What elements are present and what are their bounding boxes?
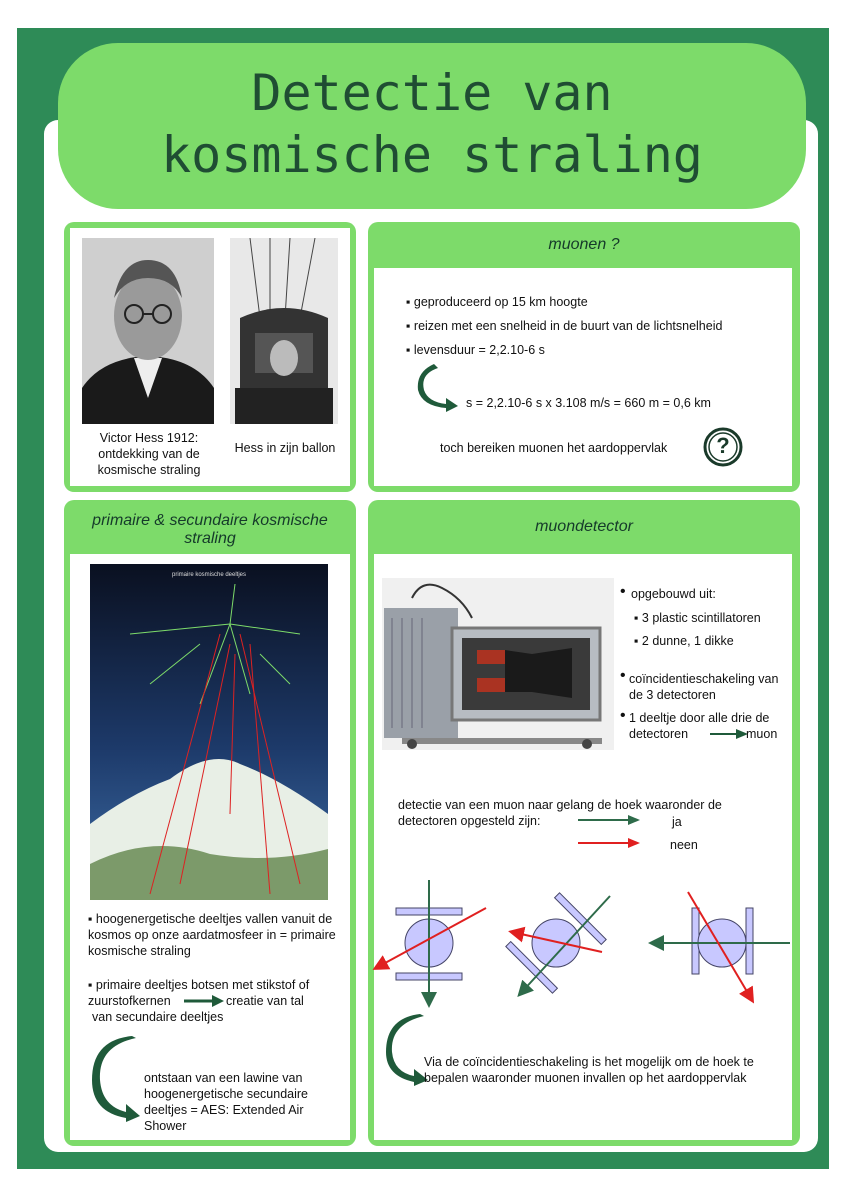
- muon-bullet-1: ▪ geproduceerd op 15 km hoogte: [406, 295, 588, 309]
- question-mark: ?: [716, 433, 730, 458]
- shower-bullet-2: ▪ primaire deeltjes botsen met stikstof of zuurstofkernen: [88, 978, 310, 1008]
- air-shower-diagram: [90, 564, 328, 900]
- detector-sub-2: ▪ 2 dunne, 1 dikke: [634, 634, 734, 648]
- title-line-1: Detectie van: [251, 64, 613, 122]
- shower-bullet-1: ▪ hoogenergetische deeltjes vallen vanuit de kosmos op onze aardatmosfeer in = primaire kosmische straling: [88, 912, 336, 958]
- arrow-right-icon: [710, 728, 748, 740]
- setup-diagonal: [506, 893, 606, 993]
- avalanche-text: ontstaan van een lawine van hoogenergetische secundaire deeltjes = AES: Extended Air Shower: [144, 1071, 309, 1133]
- shower-result: creatie van tal van secundaire deeltjes: [92, 994, 304, 1024]
- question-icon: [702, 426, 742, 466]
- curved-arrow-icon: [92, 1036, 142, 1122]
- detector-photo: [382, 578, 614, 750]
- muon-bullet-2: ▪ reizen met een snelheid in de buurt van de lichtsnelheid: [406, 319, 723, 333]
- bullet-dot: •: [620, 667, 626, 684]
- bullet-dot: •: [620, 707, 626, 724]
- yes-label: ja: [672, 815, 682, 829]
- victor-hess-photo: [82, 238, 214, 424]
- hess-balloon-photo: [230, 238, 338, 424]
- curved-arrow-icon: [416, 364, 460, 412]
- muon-bullet-3: ▪ levensduur = 2,2.10-6 s: [406, 343, 545, 357]
- built-from: opgebouwd uit:: [631, 587, 716, 601]
- hess-caption: Victor Hess 1912: ontdekking van de kosmische straling: [97, 431, 201, 477]
- shower-header: primaire & secundaire kosmische straling: [92, 512, 328, 547]
- yes-arrow-icon: [578, 814, 640, 826]
- muonen-header: muonen ?: [548, 236, 620, 253]
- bullet-dot: •: [620, 583, 626, 600]
- muon-formula: s = 2,2.10-6 s x 3.108 m/s = 660 m = 0,6 km: [466, 396, 711, 410]
- detector-sub-1: ▪ 3 plastic scintillatoren: [634, 611, 761, 625]
- coincidence-text: coïncidentieschakeling van de 3 detectoren: [629, 672, 779, 702]
- muon-conclusion: toch bereiken muonen het aardoppervlak: [440, 441, 668, 455]
- detection-text: detectie van een muon naar gelang de hoek waaronder de detectoren opgesteld zijn:: [398, 798, 722, 828]
- final-text: Via de coïncidentieschakeling is het mogelijk om de hoek te bepalen waaronder muonen invallen op het aardoppervlak: [424, 1055, 754, 1085]
- title-line-2: kosmische straling: [161, 126, 703, 184]
- setup-horizontal: [652, 892, 790, 1000]
- poster-title: [58, 62, 806, 186]
- one-particle-text: 1 deeltje door alle drie de detectoren: [629, 711, 770, 741]
- diagram-title: primaire kosmische deeltjes: [171, 572, 247, 578]
- detector-header: muondetector: [535, 518, 633, 535]
- detector-angle-diagrams: [370, 876, 796, 1010]
- setup-vertical: [376, 880, 486, 1004]
- muon-label: muon: [746, 727, 778, 741]
- balloon-caption: Hess in zijn ballon: [234, 441, 336, 455]
- no-arrow-icon: [578, 837, 640, 849]
- no-label: neen: [670, 838, 698, 852]
